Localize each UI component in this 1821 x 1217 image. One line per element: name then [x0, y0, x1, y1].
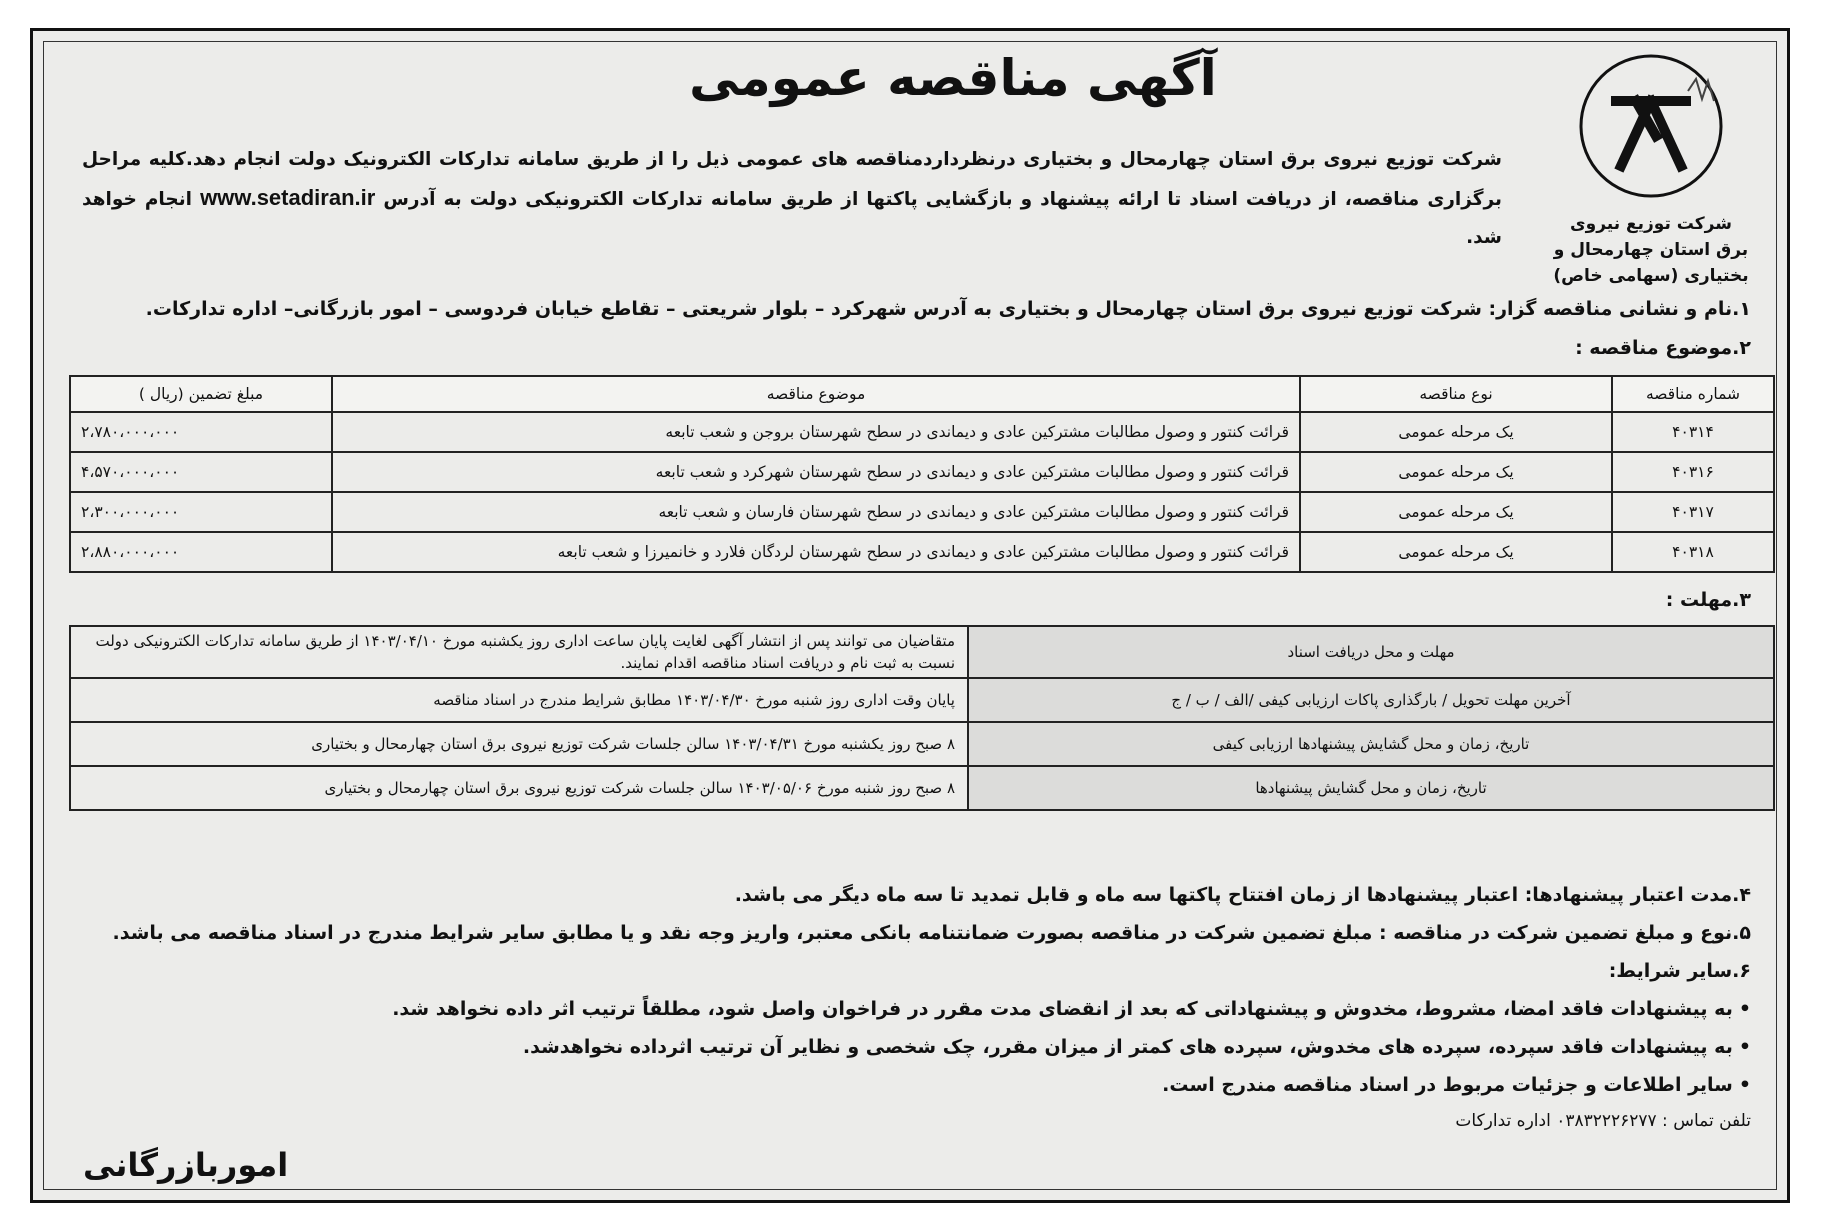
condition-text: به پیشنهادات فاقد امضا، مشروط، مخدوش و پیشنهاداتی که بعد از انقضای مدت مقرر در فراخوان واصل شود، مطلقاً ترتیب اثر داده نخواهد شد.: [392, 998, 1733, 1020]
tender-number: ۴۰۳۱۸: [1612, 532, 1774, 572]
notice-title: آگهی مناقصه عمومی: [689, 49, 1217, 107]
table-row: [70, 532, 1774, 572]
section-1-tenderer: ۱.نام و نشانی مناقصه گزار: شرکت توزیع نیروی برق استان چهارمحال و بختیاری به آدرس شهرکرد – بلوار شریعتی – تقاطع خیابان فردوسی – امور بازرگانی– اداره تدارکات.: [145, 298, 1751, 320]
tender-subject: قرائت کنتور و وصول مطالبات مشترکین عادی و دیماندی در سطح شهرستان شهرکرد و شعب تابعه: [332, 452, 1300, 492]
list-item: •به پیشنهادات فاقد سپرده، سپرده های مخدوش، سپرده های کمتر از میزان مقرر، چک شخصی و نظایر آن ترتیب اثرداده نخواهدشد.: [522, 1036, 1751, 1058]
deadline-value: پایان وقت اداری روز شنبه مورخ ۱۴۰۳/۰۴/۳۰ مطابق شرایط مندرج در اسناد مناقصه: [70, 678, 968, 722]
logo-line-2: برق استان چهارمحال و: [1553, 240, 1749, 260]
guarantee-amount: ۴،۵۷۰،۰۰۰،۰۰۰: [70, 452, 332, 492]
section-2-title: ۲.موضوع مناقصه :: [1575, 337, 1751, 359]
company-logo-block: [1551, 51, 1751, 301]
table-row: [70, 678, 1774, 722]
deadline-value: متقاضیان می توانند پس از انتشار آگهی لغایت پایان ساعت اداری روز یکشنبه مورخ ۱۴۰۳/۰۴/۱۰ از طریق سامانه تدارکات الکترونیکی دولت نسبت به ثبت نام و دریافت اسناد مناقصه اقدام نمایند.: [70, 626, 968, 678]
deadline-value: ۸ صبح روز شنبه مورخ ۱۴۰۳/۰۵/۰۶ سالن جلسات شرکت توزیع نیروی برق استان چهارمحال و بختیاری: [70, 766, 968, 810]
tender-type: یک مرحله عمومی: [1300, 412, 1612, 452]
tender-subject: قرائت کنتور و وصول مطالبات مشترکین عادی و دیماندی در سطح شهرستان لردگان فلارد و خانمیرزا و شعب تابعه: [332, 532, 1300, 572]
logo-line-3: بختیاری (سهامی خاص): [1553, 266, 1749, 286]
guarantee-amount: ۲،۸۸۰،۰۰۰،۰۰۰: [70, 532, 332, 572]
col-tender-type: نوع مناقصه: [1300, 376, 1612, 412]
guarantee-amount: ۲،۷۸۰،۰۰۰،۰۰۰: [70, 412, 332, 452]
tender-type: یک مرحله عمومی: [1300, 532, 1612, 572]
table-row: [70, 766, 1774, 810]
notice-paper: [30, 28, 1790, 1203]
deadline-label: آخرین مهلت تحویل / بارگذاری پاکات ارزیابی کیفی /الف / ب / ج: [968, 678, 1774, 722]
section-3-title: ۳.مهلت :: [1665, 589, 1751, 611]
col-tender-number: شماره مناقصه: [1612, 376, 1774, 412]
logo-line-1: شرکت توزیع نیروی: [1570, 214, 1732, 234]
section-5-guarantee: ۵.نوع و مبلغ تضمین شرکت در مناقصه : مبلغ تضمین شرکت در مناقصه بصورت ضمانتنامه بانکی معتبر، واریز وجه نقد و یا مطابق سایر شرایط مندرج در اسناد مناقصه می باشد.: [112, 922, 1751, 944]
tender-number: ۴۰۳۱۴: [1612, 412, 1774, 452]
list-item: •سایر اطلاعات و جزئیات مربوط در اسناد مناقصه مندرج است.: [1162, 1074, 1751, 1096]
col-guarantee-amount: مبلغ تضمین (ریال ): [70, 376, 332, 412]
intro-tail: انجام خواهد شد.: [82, 189, 1502, 248]
tender-number: ۴۰۳۱۶: [1612, 452, 1774, 492]
table-row: [70, 492, 1774, 532]
section-6-title: ۶.سایر شرایط:: [1608, 960, 1751, 982]
tender-type: یک مرحله عمومی: [1300, 492, 1612, 532]
condition-text: به پیشنهادات فاقد سپرده، سپرده های مخدوش، سپرده های کمتر از میزان مقرر، چک شخصی و نظایر آن ترتیب اثرداده نخواهدشد.: [522, 1036, 1733, 1058]
intro-text: شرکت توزیع نیروی برق استان چهارمحال و بختیاری درنظرداردمناقصه های عمومی ذیل را از طریق سامانه تدارکات الکترونیک دولت انجام دهد.کلیه مراحل برگزاری مناقصه، از دریافت اسناد تا ارائه پیشنهاد و بازگشایی پاکتها از طریق سامانه تدارکات الکترونیکی دولت به آدرس: [82, 149, 1502, 210]
table-row: [70, 626, 1774, 678]
tender-table-header: [70, 376, 1774, 412]
tender-number: ۴۰۳۱۷: [1612, 492, 1774, 532]
commerce-department-signature: اموربازرگانی: [83, 1146, 289, 1184]
list-item: •به پیشنهادات فاقد امضا، مشروط، مخدوش و پیشنهاداتی که بعد از انقضای مدت مقرر در فراخوان واصل شود، مطلقاً ترتیب اثر داده نخواهد شد.: [392, 998, 1751, 1020]
company-logo-icon: [1576, 51, 1726, 201]
conditions-block: [61, 876, 1751, 1104]
col-tender-subject: موضوع مناقصه: [332, 376, 1300, 412]
guarantee-amount: ۲،۳۰۰،۰۰۰،۰۰۰: [70, 492, 332, 532]
deadline-label: تاریخ، زمان و محل گشایش پیشنهادها ارزیابی کیفی: [968, 722, 1774, 766]
contact-phone: تلفن تماس : ۰۳۸۳۲۲۲۶۲۷۷ اداره تدارکات: [1455, 1111, 1751, 1131]
tender-type: یک مرحله عمومی: [1300, 452, 1612, 492]
deadline-table: [69, 625, 1775, 811]
deadline-value: ۸ صبح روز یکشنبه مورخ ۱۴۰۳/۰۴/۳۱ سالن جلسات شرکت توزیع نیروی برق استان چهارمحال و بختیاری: [70, 722, 968, 766]
setadiran-link[interactable]: www.setadiran.ir: [200, 185, 376, 210]
table-row: [70, 412, 1774, 452]
deadline-label: تاریخ، زمان و محل گشایش پیشنهادها: [968, 766, 1774, 810]
tender-table: [69, 375, 1775, 573]
tender-subject: قرائت کنتور و وصول مطالبات مشترکین عادی و دیماندی در سطح شهرستان بروجن و شعب تابعه: [332, 412, 1300, 452]
condition-text: سایر اطلاعات و جزئیات مربوط در اسناد مناقصه مندرج است.: [1162, 1074, 1733, 1096]
section-4-validity: ۴.مدت اعتبار پیشنهادها: اعتبار پیشنهادها از زمان افتتاح پاکتها سه ماه و قابل تمدید تا سه ماه دیگر می باشد.: [734, 884, 1751, 906]
deadline-label: مهلت و محل دریافت اسناد: [968, 626, 1774, 678]
intro-paragraph: [82, 141, 1502, 257]
tender-subject: قرائت کنتور و وصول مطالبات مشترکین عادی و دیماندی در سطح شهرستان فارسان و شعب تابعه: [332, 492, 1300, 532]
table-row: [70, 722, 1774, 766]
table-row: [70, 452, 1774, 492]
